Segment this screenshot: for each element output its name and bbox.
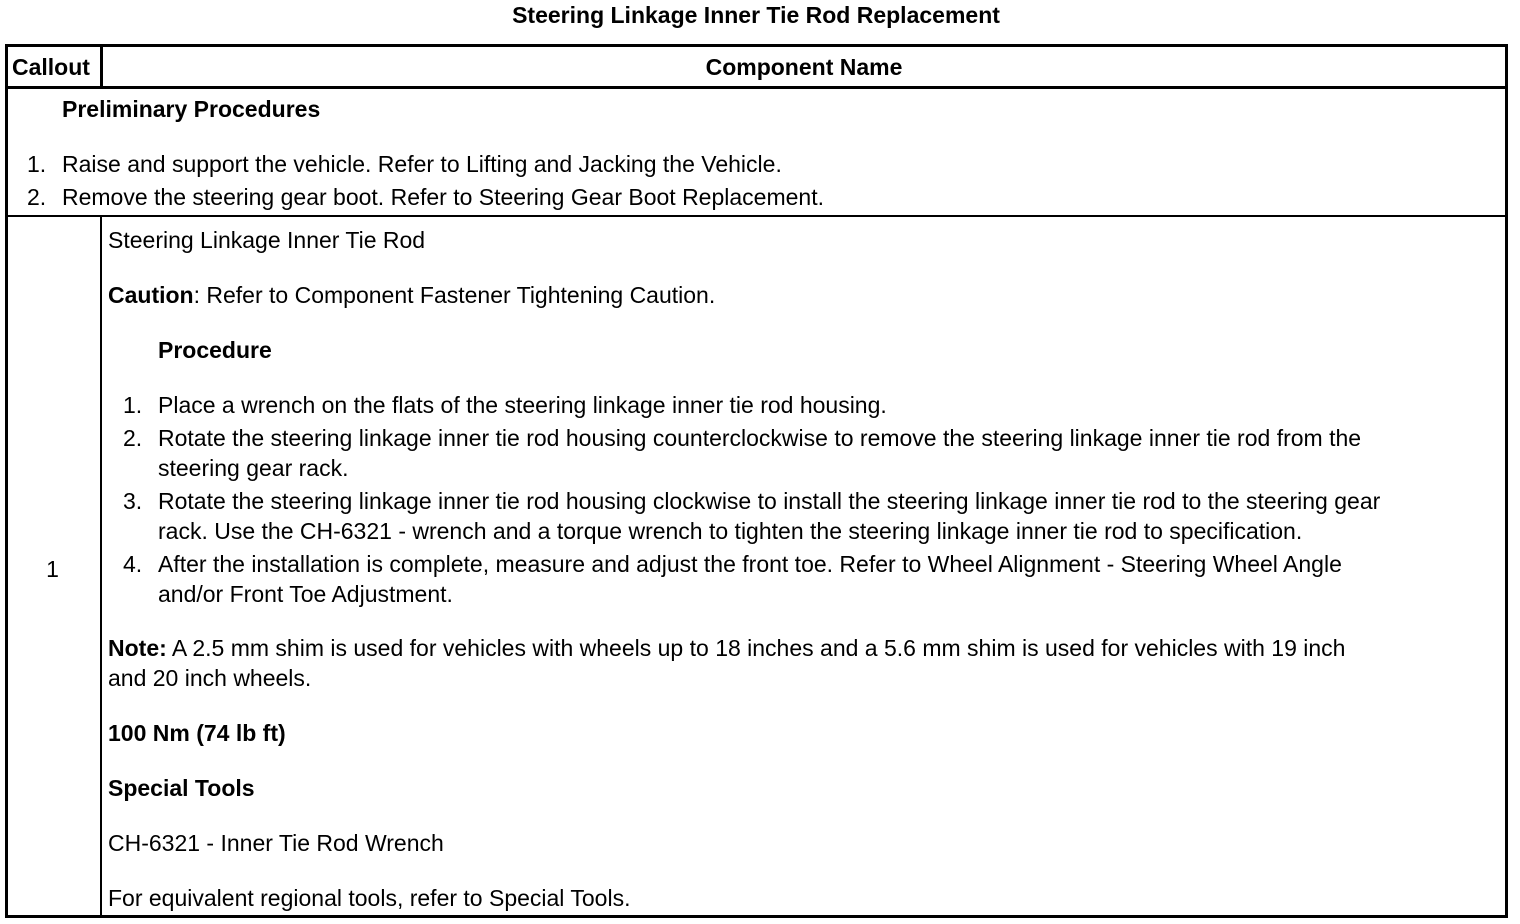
procedure-step-number: 3. (123, 488, 143, 514)
body-column-divider (100, 215, 102, 918)
preliminary-divider (5, 215, 1508, 217)
preliminary-step-text: Raise and support the vehicle. Refer to Lifting and Jacking the Vehicle. (62, 151, 782, 177)
special-tools-heading: Special Tools (108, 775, 255, 801)
procedure-step-number: 4. (123, 551, 143, 577)
procedure-step-text: Rotate the steering linkage inner tie rod housing counterclockwise to remove the steering linkage inner tie rod from the (158, 425, 1362, 451)
preliminary-step-number: 1. (27, 151, 47, 177)
preliminary-heading: Preliminary Procedures (62, 96, 321, 122)
procedure-step-text: steering gear rack. (158, 455, 349, 481)
procedure-step-text: and/or Front Toe Adjustment. (158, 581, 453, 607)
torque-spec: 100 Nm (74 lb ft) (108, 720, 286, 746)
callout-number: 1 (46, 556, 59, 582)
caution-text: : Refer to Component Fastener Tightening Caution. (193, 282, 716, 308)
component-name: Steering Linkage Inner Tie Rod (108, 227, 426, 253)
note-label: Note: (108, 635, 167, 661)
special-tool-item: CH-6321 - Inner Tie Rod Wrench (108, 830, 444, 856)
callout-header: Callout (12, 54, 90, 80)
header-divider (5, 86, 1508, 89)
equivalent-tools-note: For equivalent regional tools, refer to Special Tools. (108, 885, 631, 911)
caution-label: Caution (108, 282, 194, 308)
preliminary-step-number: 2. (27, 184, 47, 210)
note-text: A 2.5 mm shim is used for vehicles with wheels up to 18 inches and a 5.6 mm shim is used for vehicles with 19 inch (166, 635, 1346, 661)
note-text: and 20 inch wheels. (108, 665, 312, 691)
procedure-step-number: 2. (123, 425, 143, 451)
procedure-step-text: After the installation is complete, measure and adjust the front toe. Refer to Wheel Alignment - Steering Wheel Angle (158, 551, 1342, 577)
procedure-heading: Procedure (158, 337, 272, 363)
procedure-step-text: Place a wrench on the flats of the steering linkage inner tie rod housing. (158, 392, 887, 418)
procedure-step-text: Rotate the steering linkage inner tie rod housing clockwise to install the steering linkage inner tie rod to the steering gear (158, 488, 1381, 514)
page-title: Steering Linkage Inner Tie Rod Replacement (512, 2, 1000, 28)
preliminary-step-text: Remove the steering gear boot. Refer to Steering Gear Boot Replacement. (62, 184, 824, 210)
component-name-header: Component Name (705, 54, 903, 80)
note-line (108, 633, 1345, 663)
procedure-step-text: rack. Use the CH-6321 - wrench and a torque wrench to tighten the steering linkage inner tie rod to specification. (158, 518, 1303, 544)
procedure-step-number: 1. (123, 392, 143, 418)
caution-line (108, 280, 715, 310)
